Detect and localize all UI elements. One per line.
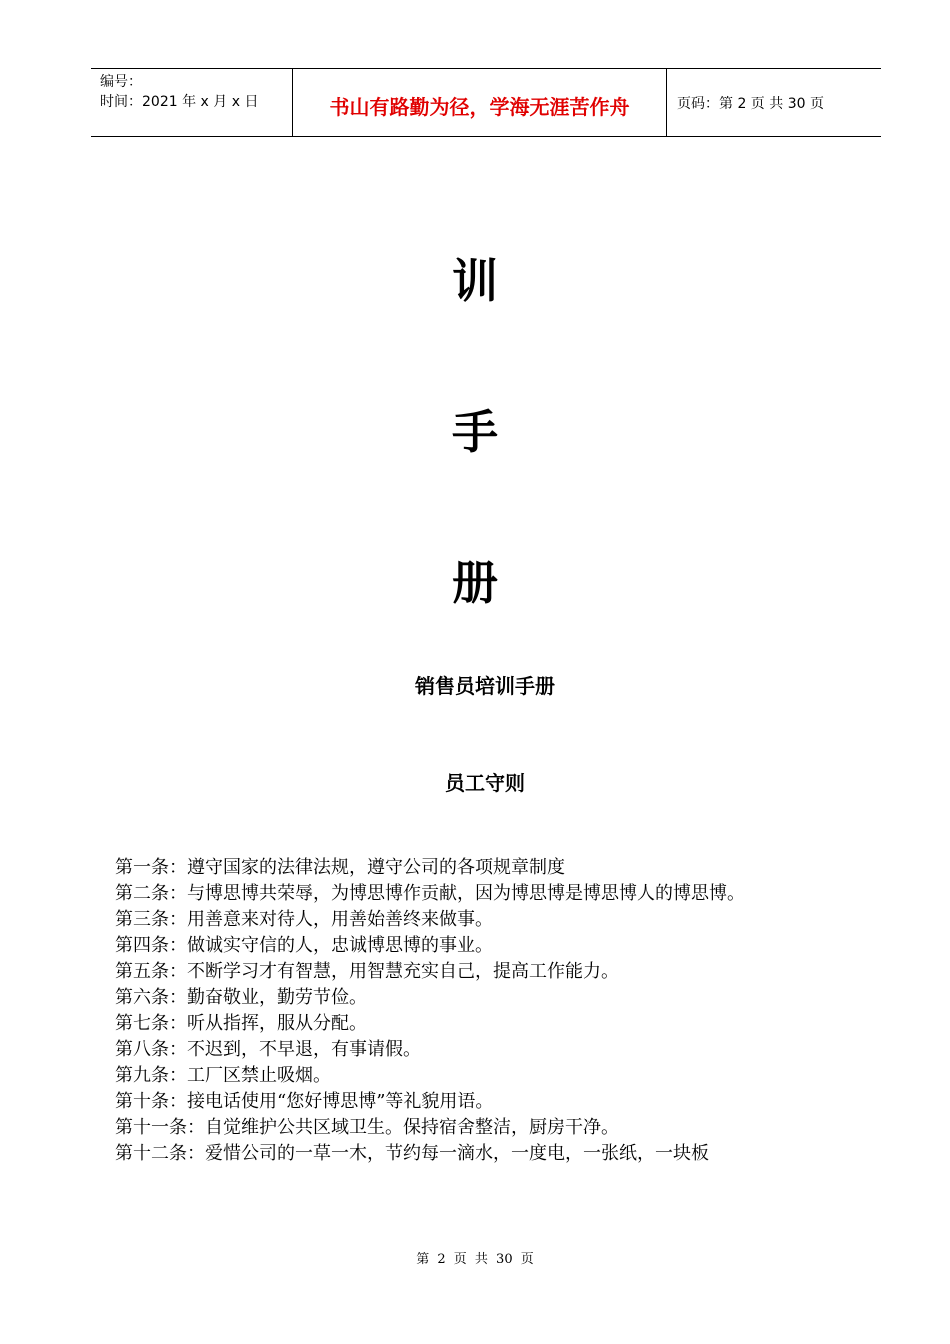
rule-item: 第十二条：爱惜公司的一草一木，节约每一滴水，一度电，一张纸，一块板 [115,1143,709,1164]
rule-item: 第三条：用善意来对待人，用善始善终来做事。 [115,909,493,930]
rule-item: 第十条：接电话使用“您好博思博”等礼貌用语。 [115,1091,494,1112]
title-char-1: 训 [452,254,498,308]
header-page-number: 页码：第 2 页 共 30 页 [677,96,824,112]
section-heading: 员工守则 [445,771,525,795]
header-motto-cell [292,69,667,136]
rule-item: 第十一条：自觉维护公共区域卫生。保持宿舍整洁，厨房干净。 [115,1117,619,1138]
rule-item: 第五条：不断学习才有智慧，用智慧充实自己，提高工作能力。 [115,961,619,982]
title-char-3: 册 [452,556,498,610]
header-info-cell [91,69,292,136]
header-page-cell [666,69,881,136]
motto-text: 书山有路勤为径，学海无涯苦作舟 [329,95,630,119]
footer-page-number: 第 2 页 共 30 页 [416,1252,534,1267]
rules-list [115,855,745,1167]
serial-label: 编号： [100,74,142,90]
rule-item: 第八条：不迟到，不早退，有事请假。 [115,1039,421,1060]
rule-item: 第二条：与博思博共荣辱，为博思博作贡献，因为博思博是博思博人的博思博。 [115,883,745,904]
title-char-2: 手 [452,405,498,459]
rule-item: 第六条：勤奋敬业，勤劳节俭。 [115,987,367,1008]
rule-item: 第七条：听从指挥，服从分配。 [115,1013,367,1034]
rule-item: 第四条：做诚实守信的人，忠诚博思博的事业。 [115,935,493,956]
rule-item: 第一条：遵守国家的法律法规，遵守公司的各项规章制度 [115,857,565,878]
rule-item: 第九条：工厂区禁止吸烟。 [115,1065,331,1086]
header-table [91,68,881,137]
date-label: 时间：2021 年 x 月 x 日 [100,94,259,110]
document-subtitle: 销售员培训手册 [415,674,555,698]
